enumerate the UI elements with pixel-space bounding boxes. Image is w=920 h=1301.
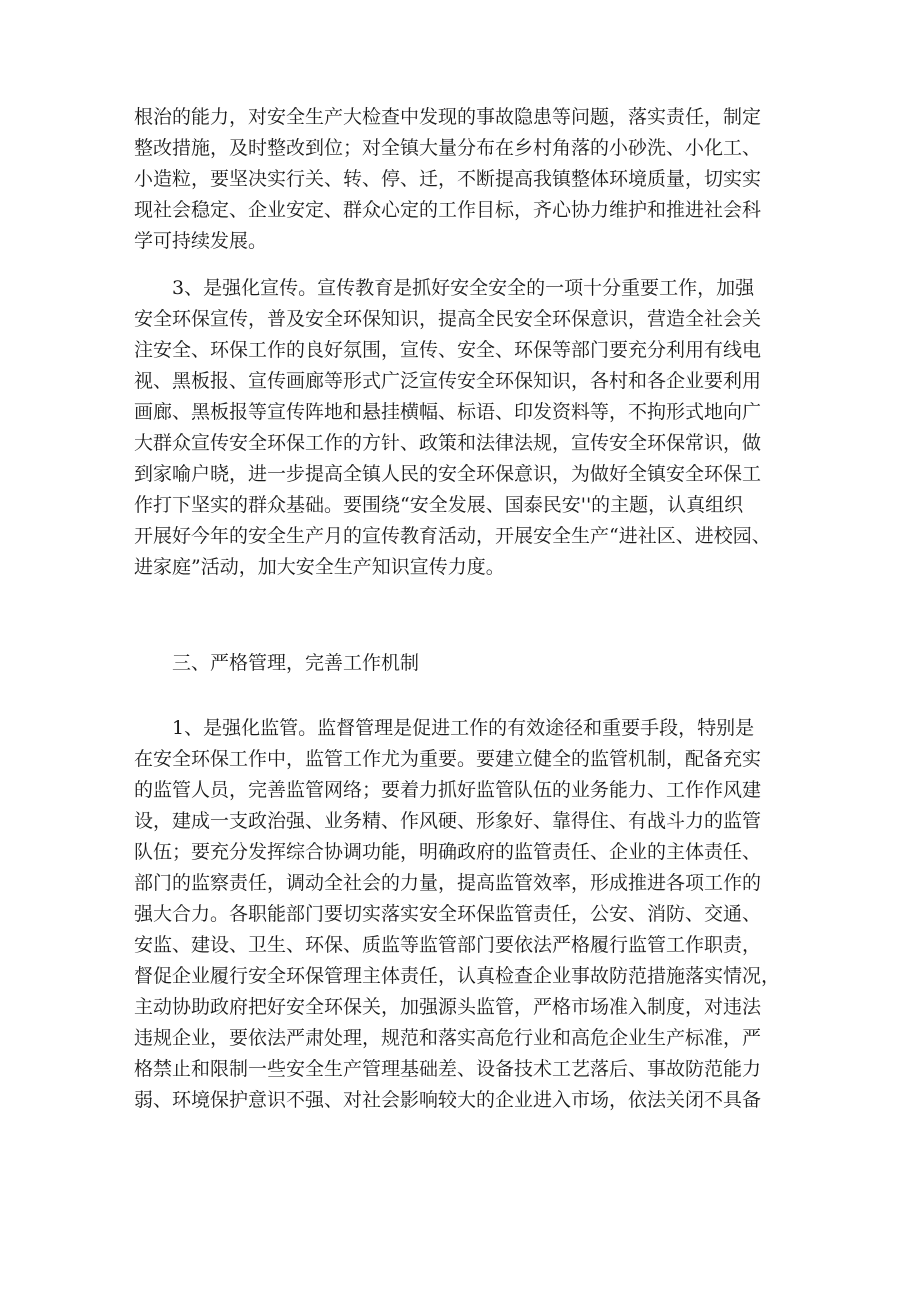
text-line: 开展好今年的安全生产月的宣传教育活动，开展安全生产“进社区、进校园、 xyxy=(134,525,771,547)
text-line: 作打下坚实的群众基础。要围绕“安全发展、国泰民安''的主题，认真组织 xyxy=(134,494,744,516)
paragraph-continuation xyxy=(134,102,794,257)
text-line: 小造粒，要坚决实行关、转、停、迁，不断提高我镇整体环境质量，切实实 xyxy=(134,168,762,190)
text-line: 安监、建设、卫生、环保、质监等监管部门要依法严格履行监管工作职责， xyxy=(134,934,762,956)
text-line: 主动协助政府把好安全环保关，加强源头监管，严格市场准入制度，对违法 xyxy=(134,996,762,1018)
text-line: 队伍；要充分发挥综合协调功能，明确政府的监管责任、企业的主体责任、 xyxy=(134,841,762,863)
text-line: 在安全环保工作中，监管工作尤为重要。要建立健全的监管机制，配备充实 xyxy=(134,748,762,770)
paragraph-supervision xyxy=(134,713,794,1116)
text-line: 1、是强化监管。监督管理是促进工作的有效途径和重要手段，特别是 xyxy=(172,717,755,739)
text-line: 设，建成一支政治强、业务精、作风硬、形象好、靠得住、有战斗力的监管 xyxy=(134,810,762,832)
text-line: 现社会稳定、企业安定、群众心定的工作目标，齐心协力维护和推进社会科 xyxy=(134,199,762,221)
text-line: 强大合力。各职能部门要切实落实安全环保监管责任，公安、消防、交通、 xyxy=(134,903,762,925)
text-line: 格禁止和限制一些安全生产管理基础差、设备技术工艺落后、事故防范能力 xyxy=(134,1058,762,1080)
text-line: 3、是强化宣传。宣传教育是抓好安全安全的一项十分重要工作，加强 xyxy=(172,277,755,299)
text-line: 学可持续发展。 xyxy=(134,230,268,252)
text-line: 注安全、环保工作的良好氛围，宣传、安全、环保等部门要充分利用有线电 xyxy=(134,339,762,361)
text-line: 弱、环境保护意识不强、对社会影响较大的企业进入市场，依法关闭不具备 xyxy=(134,1089,762,1111)
text-line: 大群众宣传安全环保工作的方针、政策和法律法规，宣传安全环保常识，做 xyxy=(134,432,762,454)
section-heading xyxy=(134,648,794,679)
paragraph-publicity xyxy=(134,273,794,583)
section-heading-text: 三、严格管理，完善工作机制 xyxy=(172,652,420,674)
text-line: 部门的监察责任，调动全社会的力量，提高监管效率，形成推进各项工作的 xyxy=(134,872,762,894)
text-line: 到家喻户晓，进一步提高全镇人民的安全环保意识，为做好全镇安全环保工 xyxy=(134,463,762,485)
text-line: 的监管人员，完善监管网络；要着力抓好监管队伍的业务能力、工作作风建 xyxy=(134,779,762,801)
text-line: 整改措施，及时整改到位；对全镇大量分布在乡村角落的小砂洗、小化工、 xyxy=(134,137,762,159)
text-line: 视、黑板报、宣传画廊等形式广泛宣传安全环保知识，各村和各企业要利用 xyxy=(134,370,762,392)
text-line: 根治的能力，对安全生产大检查中发现的事故隐患等问题，落实责任，制定 xyxy=(134,106,762,128)
text-line: 督促企业履行安全环保管理主体责任，认真检查企业事故防范措施落实情况， xyxy=(134,965,781,987)
text-line: 违规企业，要依法严肃处理，规范和落实高危行业和高危企业生产标准，严 xyxy=(134,1027,762,1049)
text-line: 安全环保宣传，普及安全环保知识，提高全民安全环保意识，营造全社会关 xyxy=(134,308,762,330)
text-line: 进家庭”活动，加大安全生产知识宣传力度。 xyxy=(134,556,505,578)
text-line: 画廊、黑板报等宣传阵地和悬挂横幅、标语、印发资料等，不拘形式地向广 xyxy=(134,401,762,423)
